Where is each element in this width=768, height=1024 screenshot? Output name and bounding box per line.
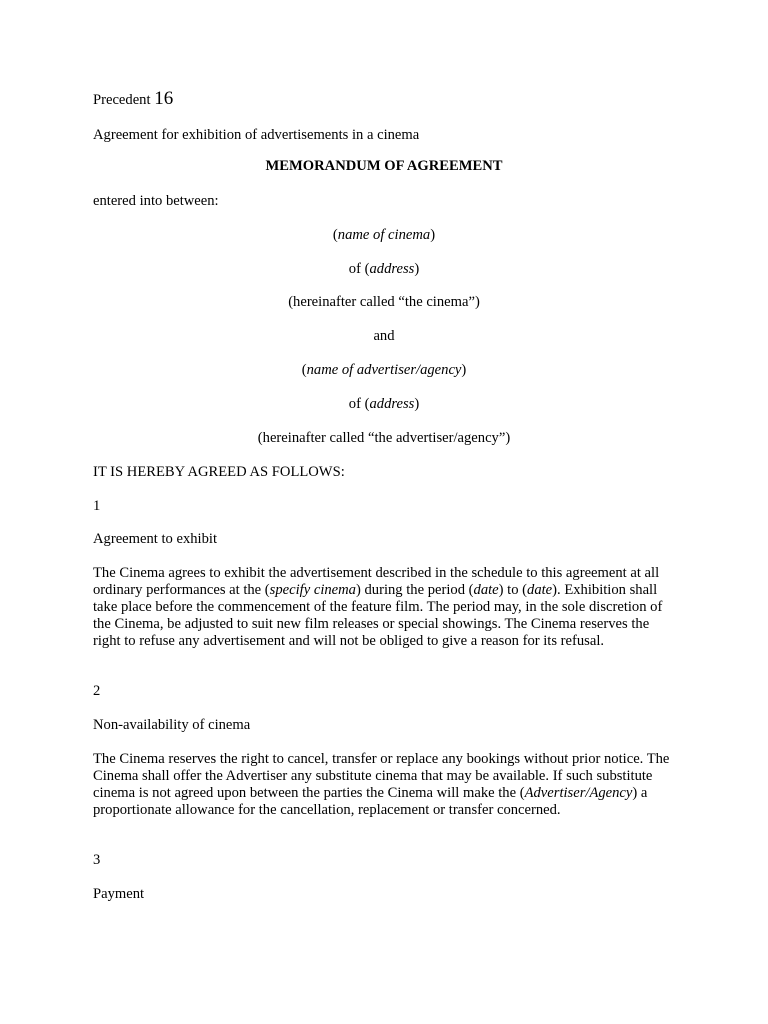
party2-address-line: of (address) — [348, 396, 420, 412]
party1-address-line: of (address) — [348, 261, 420, 277]
and-label: and — [373, 328, 395, 344]
clause-1-body — [93, 565, 675, 650]
clause-2-title: Non-availability of cinema — [93, 717, 251, 733]
clause-1-number: 1 — [93, 498, 101, 514]
party1-hereinafter: (hereinafter called “the cinema”) — [288, 294, 480, 310]
clause-2-number: 2 — [93, 683, 101, 699]
precedent-number: 16 — [154, 88, 174, 109]
clause-1-text-part: ) during the period ( — [355, 582, 474, 598]
clause-2-italic-part: Advertiser/Agency — [524, 785, 633, 801]
party1-address-placeholder: address — [369, 261, 415, 277]
party1-of-label: of — [348, 261, 361, 277]
clause-2-text-part: The Cinema reserves the right to cancel, transfer or replace any bookings without prior notice. The Cinema shall offer the Advertiser any substitute cinema that may be available. If such substitute cinema is not agreed upon between the parties the Cinema will make the ( — [93, 751, 670, 801]
document-subtitle: Agreement for exhibition of advertisements in a cinema — [93, 127, 420, 143]
clause-1-italic-part: specify cinema — [269, 582, 356, 598]
clause-1-italic-part: date — [473, 582, 499, 598]
party1-name-line: (name of cinema) — [332, 227, 436, 243]
clause-3-number: 3 — [93, 852, 101, 868]
party2-name-placeholder: name of advertiser/agency — [306, 362, 462, 378]
intro-text: entered into between: — [93, 193, 219, 209]
precedent-line — [93, 90, 675, 109]
party2-name-line: (name of advertiser/agency) — [301, 362, 467, 378]
clause-1-text-part: ). Exhibition shall take place before the commencement of the feature film. The period may, in the sole discretion of the Cinema, be adjusted to suit new film releases or special showings. The Cinema reserves the right to refuse any advertisement and will not be obliged to give a reason for its refusal. — [93, 582, 663, 649]
clause-1-text-part: The Cinema agrees to exhibit the advertisement described in the schedule to this agreement at all ordinary performances at the ( — [93, 565, 660, 598]
agreed-statement: IT IS HEREBY AGREED AS FOLLOWS: — [93, 464, 345, 480]
party2-of-label: of — [348, 396, 361, 412]
party1-name-placeholder: name of cinema — [337, 227, 431, 243]
clause-1-italic-part: date — [527, 582, 553, 598]
party2-address-placeholder: address — [369, 396, 415, 412]
document-heading: MEMORANDUM OF AGREEMENT — [265, 158, 503, 174]
clause-3-title: Payment — [93, 886, 145, 902]
party2-hereinafter: (hereinafter called “the advertiser/agency”) — [257, 430, 511, 446]
clause-1-title: Agreement to exhibit — [93, 531, 218, 547]
clause-2-body — [93, 751, 675, 819]
precedent-label: Precedent — [93, 92, 151, 108]
clause-1-text-part: ) to ( — [498, 582, 528, 598]
clause-2-text-part: ) a proportionate allowance for the cancellation, replacement or transfer concerned. — [93, 785, 648, 818]
